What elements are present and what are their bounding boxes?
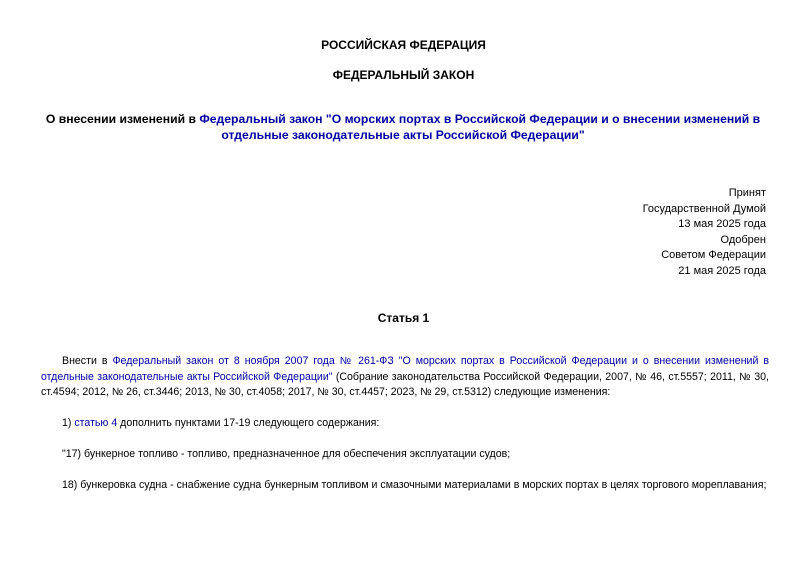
adoption-line-accepted: Принят (728, 187, 766, 199)
article-paragraph-item-18: 18) бункеровка судна - снабжение судна бункерным топливом и смазочными материалами в морских портах в целях торгового мореплавания; (62, 479, 767, 491)
article-paragraph-item-1 (41, 416, 769, 432)
law-title (45, 111, 761, 143)
adoption-line-approved: Одобрен (720, 233, 766, 246)
article-heading: Статья 1 (377, 311, 430, 325)
adoption-line-council-date: 21 мая 2025 года (678, 264, 766, 277)
adoption-line-duma: Государственной Думой (642, 202, 766, 215)
adoption-block (643, 186, 766, 280)
article-paragraph-intro (41, 354, 769, 401)
article-paragraph-item-17: "17) бункерное топливо - топливо, предназначенное для обеспечения эксплуатации судов; (62, 448, 511, 460)
paragraph-text: Внести в (62, 355, 113, 367)
federal-law-link[interactable]: Федеральный закон от 8 ноября 2007 года № 261-ФЗ "О морских портах в Российской Федерации и о внесении изменений в отдельные законодательные акты Российской Федерации" (41, 355, 769, 383)
paragraph-text: 1) (62, 417, 75, 429)
title-law-link[interactable]: Федеральный закон "О морских портах в Российской Федерации и о внесении изменений в отдельные законодательные акты Российской Федерации" (199, 112, 761, 142)
article-4-link[interactable]: статью 4 (74, 417, 118, 429)
paragraph-text: дополнить пунктами 17-19 следующего содержания: (117, 417, 380, 429)
adoption-line-council: Советом Федерации (661, 249, 766, 262)
country-heading: РОССИЙСКАЯ ФЕДЕРАЦИЯ (321, 38, 486, 52)
paragraph-text: (Собрание законодательства Российской Федерации, 2007, № 46, ст.5557; 2011, № 30, ст.4594; 2012, № 26, ст.3446; 2013, № 30, ст.4058; 2017, № 30, ст.4457; 2023, № 29, ст.5312) следующие изменения: (41, 370, 769, 399)
doc-type-heading: ФЕДЕРАЛЬНЫЙ ЗАКОН (332, 68, 475, 82)
adoption-line-duma-date: 13 мая 2025 года (678, 218, 766, 231)
title-prefix: О внесении изменений в (45, 112, 200, 126)
